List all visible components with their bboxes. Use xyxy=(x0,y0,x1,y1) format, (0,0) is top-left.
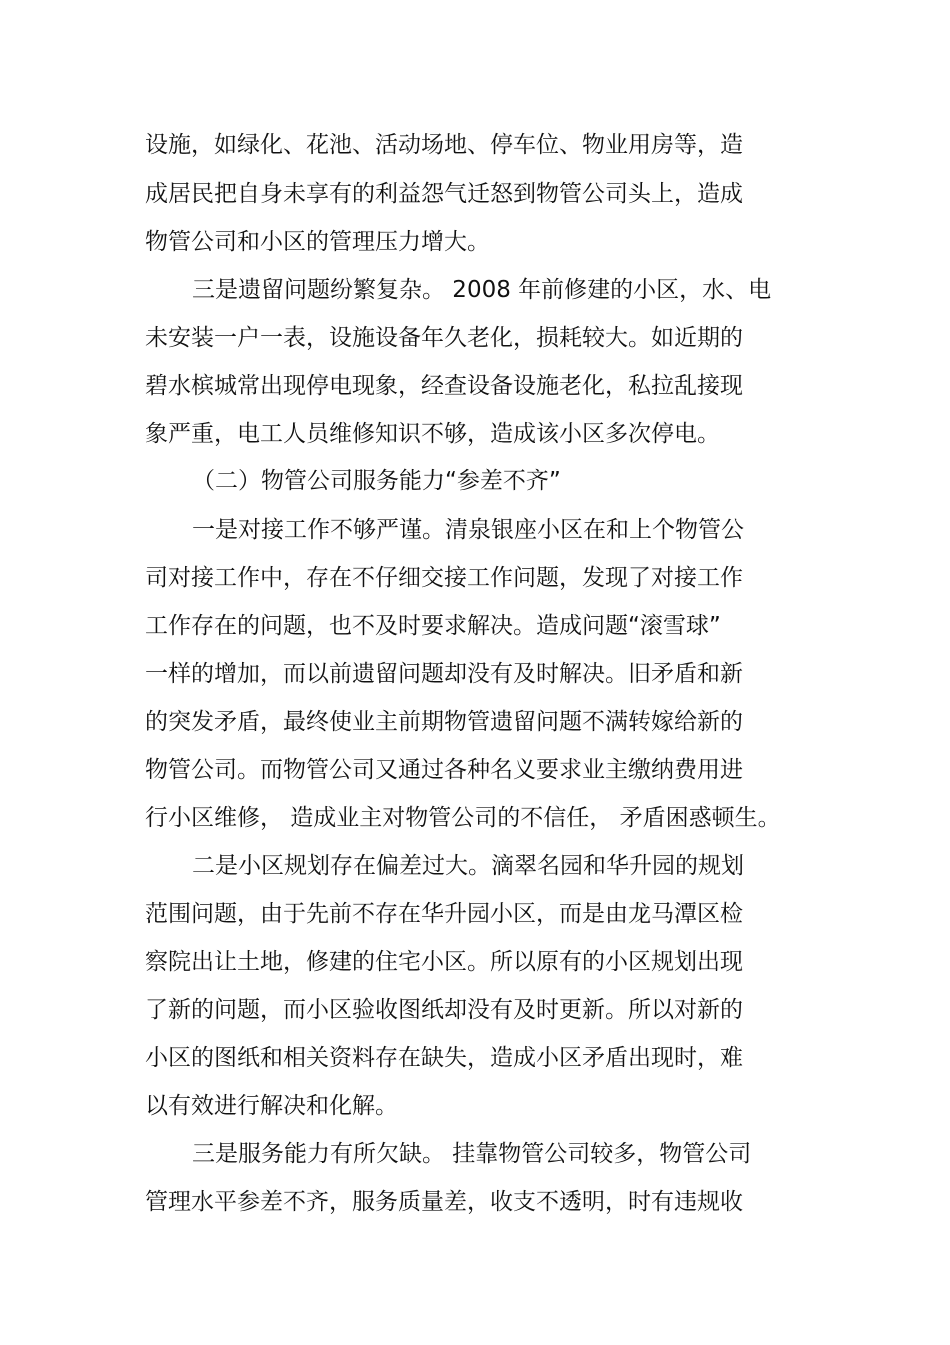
paragraph-first-line: 三是遗留问题纷繁复杂。 2008 年前修建的小区，水、电 xyxy=(192,277,772,303)
text-line: 以有效进行解决和化解。 xyxy=(145,1093,398,1119)
text-line: 设施，如绿化、花池、活动场地、停车位、物业用房等，造 xyxy=(145,132,743,158)
text-line: 小区的图纸和相关资料存在缺失，造成小区矛盾出现时，难 xyxy=(145,1045,743,1071)
text-line: 了新的问题，而小区验收图纸却没有及时更新。所以对新的 xyxy=(145,997,743,1023)
text-line: 象严重，电工人员维修知识不够，造成该小区多次停电。 xyxy=(145,421,720,447)
text-line: 碧水槟城常出现停电现象，经查设备设施老化，私拉乱接现 xyxy=(145,373,743,399)
text-line: 物管公司和小区的管理压力增大。 xyxy=(145,229,490,255)
text-line: 察院出让土地，修建的住宅小区。所以原有的小区规划出现 xyxy=(145,949,743,975)
paragraph-first-line: 一是对接工作不够严谨。清泉银座小区在和上个物管公 xyxy=(192,517,744,543)
text-line: 的突发矛盾，最终使业主前期物管遗留问题不满转嫁给新的 xyxy=(145,709,743,735)
text-line: 管理水平参差不齐，服务质量差，收支不透明，时有违规收 xyxy=(145,1189,743,1215)
paragraph-first-line: 二是小区规划存在偏差过大。滴翠名园和华升园的规划 xyxy=(192,853,744,879)
paragraph-first-line: 三是服务能力有所欠缺。 挂靠物管公司较多，物管公司 xyxy=(192,1141,752,1167)
text-line: 司对接工作中，存在不仔细交接工作问题，发现了对接工作 xyxy=(145,565,743,591)
text-line: 范围问题，由于先前不存在华升园小区，而是由龙马潭区检 xyxy=(145,901,743,927)
text-line: 成居民把自身未享有的利益怨气迁怒到物管公司头上，造成 xyxy=(145,181,743,207)
text-line: 工作存在的问题，也不及时要求解决。造成问题“滚雪球” xyxy=(145,613,721,639)
text-line: 一样的增加，而以前遗留问题却没有及时解决。旧矛盾和新 xyxy=(145,661,743,687)
text-line: 未安装一户一表，设施设备年久老化，损耗较大。如近期的 xyxy=(145,325,743,351)
section-heading: （二）物管公司服务能力“参差不齐” xyxy=(192,468,561,494)
text-line: 行小区维修， 造成业主对物管公司的不信任， 矛盾困惑顿生。 xyxy=(145,805,781,831)
text-line: 物管公司。而物管公司又通过各种名义要求业主缴纳费用进 xyxy=(145,757,743,783)
